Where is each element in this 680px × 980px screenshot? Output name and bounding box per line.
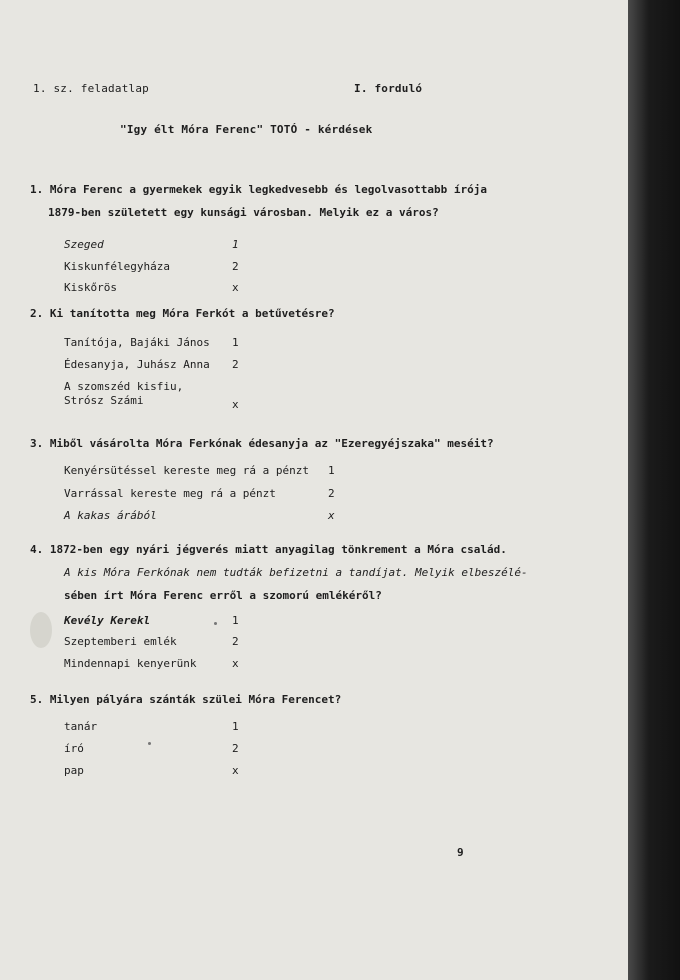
option-mark: 2	[232, 260, 239, 273]
option-mark: 1	[232, 720, 239, 733]
option-mark: 1	[328, 464, 335, 477]
question-line: 4. 1872-ben egy nyári jégverés miatt anyagilag tönkrement a Móra család.	[30, 543, 507, 556]
question-3	[30, 432, 494, 455]
option-mark: 1	[232, 336, 239, 349]
question-line: 1. Móra Ferenc a gyermekek egyik legkedvesebb és legolvasottabb írója	[30, 183, 487, 196]
option-text-continued: Strósz Számi	[64, 394, 144, 407]
punch-hole	[30, 612, 52, 648]
header-right: I. forduló	[354, 82, 423, 95]
question-line: 5. Milyen pályára szánták szülei Móra Ferencet?	[30, 693, 342, 706]
question-line: A kis Móra Ferkónak nem tudták befizetni a tandíjat. Melyik elbeszélé-	[64, 566, 528, 579]
option-text: Kevély Kerekl	[64, 614, 151, 627]
question-5	[30, 688, 341, 711]
option-text: Kiskunfélegyháza	[64, 260, 170, 273]
header-left: 1. sz. feladatlap	[33, 82, 149, 95]
option-mark: 2	[328, 487, 335, 500]
option-mark: 2	[232, 635, 239, 648]
option-mark: x	[328, 509, 335, 522]
page-shadow-edge	[628, 0, 680, 980]
option-text: A szomszéd kisfiu,	[64, 380, 184, 393]
option-text: Szeged	[64, 238, 104, 251]
option-mark: x	[232, 398, 239, 411]
option-text: tanár	[64, 720, 98, 733]
question-2	[30, 302, 335, 325]
option-text: Kenyérsütéssel kereste meg rá a pénzt	[64, 464, 310, 477]
option-mark: 2	[232, 358, 239, 371]
option-text: Szeptemberi emlék	[64, 635, 177, 648]
option-mark: 1	[232, 614, 239, 627]
page-title: "Igy élt Móra Ferenc" TOTÓ - kérdések	[120, 123, 373, 136]
question-1	[30, 178, 487, 224]
option-mark: x	[232, 764, 239, 777]
question-line: 2. Ki tanította meg Móra Ferkót a betűvetésre?	[30, 307, 335, 320]
speck	[214, 622, 217, 625]
option-text: Mindennapi kenyerünk	[64, 657, 197, 670]
question-4	[30, 538, 528, 607]
option-text: A kakas árából	[64, 509, 157, 522]
option-text: Varrással kereste meg rá a pénzt	[64, 487, 276, 500]
option-text: Édesanyja, Juhász Anna	[64, 358, 210, 371]
question-line: sében írt Móra Ferenc erről a szomorú emlékéről?	[64, 589, 382, 602]
option-text: Kiskőrös	[64, 281, 117, 294]
option-text: pap	[64, 764, 84, 777]
question-line: 1879-ben született egy kunsági városban. Melyik ez a város?	[48, 206, 439, 219]
option-mark: 1	[232, 238, 239, 251]
option-mark: x	[232, 657, 239, 670]
page-number: 9	[457, 846, 464, 859]
speck	[148, 742, 151, 745]
option-mark: 2	[232, 742, 239, 755]
question-line: 3. Miből vásárolta Móra Ferkónak édesanyja az "Ezeregyéjszaka" meséit?	[30, 437, 494, 450]
option-text: író	[64, 742, 84, 755]
option-mark: x	[232, 281, 239, 294]
option-text: Tanítója, Bajáki János	[64, 336, 210, 349]
